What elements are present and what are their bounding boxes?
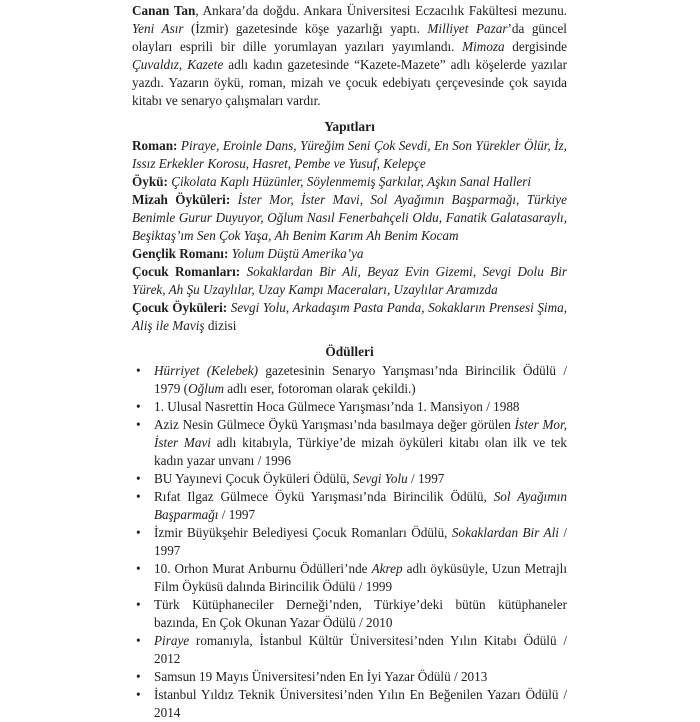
- author-bio: [132, 2, 567, 110]
- bullet-icon: •: [136, 363, 141, 378]
- award-item: [132, 668, 567, 686]
- works-group: [132, 245, 567, 263]
- works-group-titles: Sevgi Yolu, Arkadaşım Pasta Panda, Sokakların Prensesi Şima, Aliş ile Maviş: [132, 300, 567, 333]
- bullet-icon: •: [136, 399, 141, 414]
- award-text: adlı kitabıyla, Türkiye’de mizah öyküleri kitabı olan ilk ve tek kadın yazar unvanı / 1996: [154, 435, 567, 468]
- works-group: [132, 137, 567, 173]
- bullet-icon: •: [136, 417, 141, 432]
- award-text: romanıyla, İstanbul Kültür Üniversitesi’nden Yılın Kitabı Ödülü / 2012: [154, 633, 567, 666]
- works-group-label: Mizah Öyküleri:: [132, 192, 238, 207]
- award-text: gazetesinin Senaryo Yarışması’nda Birincilik Ödülü / 1979 (: [154, 363, 567, 396]
- works-list: [132, 137, 567, 335]
- publication-title: Kazete: [187, 57, 224, 72]
- works-group: [132, 191, 567, 245]
- bullet-icon: •: [136, 687, 141, 702]
- author-name: Canan Tan: [132, 3, 196, 18]
- award-text: BU Yayınevi Çocuk Öyküleri Ödülü,: [154, 471, 353, 486]
- bio-segment: dergisinde: [504, 39, 567, 54]
- bullet-icon: •: [136, 489, 141, 504]
- award-text: İstanbul Yıldız Teknik Üniversitesi’nden Yılın En Beğenilen Yazarı Ödülü / 2014: [154, 687, 567, 720]
- award-item: [132, 362, 567, 398]
- award-item: [132, 524, 567, 560]
- works-group-label: Öykü:: [132, 174, 172, 189]
- bullet-icon: •: [136, 597, 141, 612]
- award-text: / 1997: [218, 507, 256, 522]
- works-group-label: Roman:: [132, 138, 181, 153]
- bio-segment: ,: [178, 57, 188, 72]
- award-text: İzmir Büyükşehir Belediyesi Çocuk Romanları Ödülü,: [154, 525, 452, 540]
- works-group-titles: İster Mor, İster Mavi, Sol Ayağımın Başparmağı, Türkiye Benimle Gurur Duyuyor, Oğlum Nasıl Fenerbahçeli Oldu, Fanatik Galatasaraylı, Beşiktaş’ım Sen Çok Yaşa, Ah Benim Karım Ah Benim Kocam: [132, 192, 567, 243]
- publication-title: Çuvaldız: [132, 57, 179, 72]
- award-work-title: Akrep: [371, 561, 403, 576]
- bullet-icon: •: [136, 633, 141, 648]
- award-item: [132, 632, 567, 668]
- award-text: 1. Ulusal Nasrettin Hoca Gülmece Yarışması’nda 1. Mansiyon / 1988: [154, 399, 520, 414]
- works-group-titles: Çikolata Kaplı Hüzünler, Söylenmemiş Şarkılar, Aşkın Sanal Halleri: [171, 174, 532, 189]
- bullet-icon: •: [136, 669, 141, 684]
- award-item: [132, 398, 567, 416]
- bio-text: [132, 3, 567, 108]
- award-item: [132, 686, 567, 722]
- award-item: [132, 488, 567, 524]
- award-item: [132, 416, 567, 470]
- award-work-title: Sevgi Yolu: [352, 471, 408, 486]
- works-group: [132, 263, 567, 299]
- bio-segment: , Ankara’da doğdu. Ankara Üniversitesi Eczacılık Fakültesi mezunu.: [195, 3, 567, 18]
- works-group: [132, 173, 567, 191]
- bio-segment: (İzmir) gazetesinde köşe yazarlığı yaptı.: [183, 21, 428, 36]
- award-work-title: Oğlum: [188, 381, 224, 396]
- publication-title: Yeni Asır: [132, 21, 184, 36]
- award-text: Rıfat Ilgaz Gülmece Öykü Yarışması’nda Birincilik Ödülü,: [154, 489, 494, 504]
- award-text: adlı öyküsüyle, Uzun Metrajlı Film Öyküsü dalında Birincilik Ödülü / 1999: [154, 561, 568, 594]
- award-text: Türk Kütüphaneciler Derneği’nden, Türkiye’deki bütün kütüphaneler bazında, En Çok Okunan Yazar Ödülü / 2010: [154, 597, 567, 630]
- works-group: [132, 299, 567, 335]
- book-page: [132, 2, 567, 722]
- award-text: 10. Orhon Murat Arıburnu Ödülleri’nde: [154, 561, 372, 576]
- awards-heading: Ödülleri: [325, 344, 374, 359]
- works-group-suffix: dizisi: [204, 318, 237, 333]
- award-item: [132, 560, 567, 596]
- works-group-titles: Piraye, Eroinle Dans, Yüreğim Seni Çok Sevdi, En Son Yürekler Ölür, İz, Issız Erkekler Korosu, Hasret, Pembe ve Yusuf, Kelepçe: [132, 138, 567, 171]
- award-item: [132, 470, 567, 488]
- award-text: / 1997: [154, 525, 567, 558]
- award-text: Samsun 19 Mayıs Üniversitesi’nden En İyi Yazar Ödülü / 2013: [154, 669, 488, 684]
- works-group-label: Çocuk Öyküleri:: [132, 300, 231, 315]
- works-heading: Yapıtları: [324, 119, 375, 134]
- bullet-icon: •: [136, 471, 141, 486]
- award-text: adlı eser, fotoroman olarak çekildi.): [223, 381, 416, 396]
- bullet-icon: •: [136, 561, 141, 576]
- bio-segment: adlı kadın gazetesinde “Kazete-Mazete” adlı köşelerde yazılar yazdı. Yazarın öykü, roman, mizah ve çocuk edebiyatı çerçevesinde çok sayıda kitabı ve senaryo çalışmaları vardır.: [132, 57, 568, 108]
- award-work-title: Sol Ayağımın Başparmağı: [154, 489, 567, 522]
- award-work-title: Piraye: [154, 633, 190, 648]
- works-group-titles: Yolum Düştü Amerika’ya: [231, 246, 364, 261]
- publication-title: Mimoza: [462, 39, 505, 54]
- award-item: [132, 596, 567, 632]
- bio-segment: ’da güncel olayları esprili bir dille yorumlayan yazıları yayımlandı.: [132, 21, 567, 54]
- works-group-label: Çocuk Romanları:: [132, 264, 247, 279]
- bullet-icon: •: [136, 525, 141, 540]
- award-work-title: İster Mor, İster Mavi: [154, 417, 567, 450]
- award-text: Aziz Nesin Gülmece Öykü Yarışması’nda basılmaya değer görülen: [154, 417, 515, 432]
- works-group-label: Gençlik Romanı:: [132, 246, 232, 261]
- award-text: / 1997: [407, 471, 445, 486]
- publication-title: Milliyet Pazar: [427, 21, 508, 36]
- awards-list: [132, 362, 567, 722]
- award-work-title: Hürriyet (Kelebek): [154, 363, 259, 378]
- award-work-title: Sokaklardan Bir Ali: [451, 525, 559, 540]
- works-group-titles: Sokaklardan Bir Ali, Beyaz Evin Gizemi, Sevgi Dolu Bir Yürek, Ah Şu Uzaylılar, Uzay Kampı Maceraları, Uzaylılar Aramızda: [132, 264, 567, 297]
